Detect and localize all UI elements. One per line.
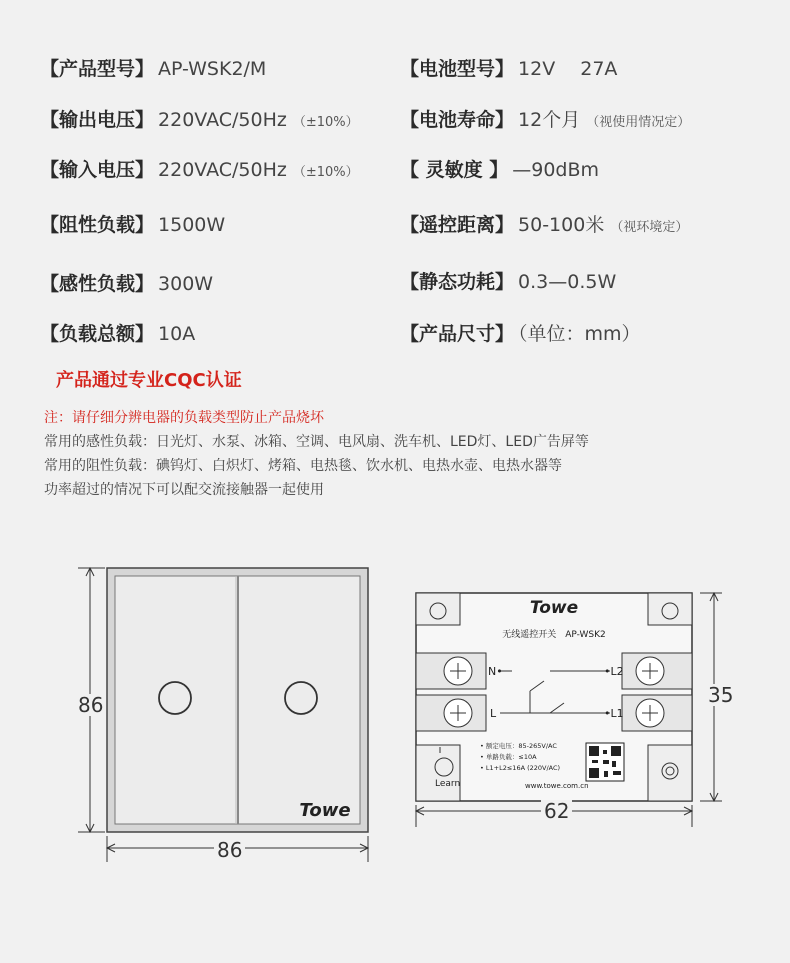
spec-note: （±10%） — [292, 115, 359, 130]
terminal-l-label: L — [490, 707, 497, 720]
certification-note: 产品通过专业CQC认证 — [56, 370, 242, 391]
spec-resistive-load — [40, 213, 225, 237]
module-drawing — [400, 585, 740, 835]
module-brand-logo: Towe — [529, 598, 579, 618]
spec-battery-model — [400, 57, 617, 81]
spec-product-model — [40, 57, 266, 81]
spec-value: 220VAC/50Hz — [158, 159, 287, 181]
spec-key: 【 灵敏度 】 — [400, 159, 509, 181]
spec-input-voltage — [40, 158, 359, 185]
spec-key: 【感性负载】 — [40, 273, 155, 295]
module-height-label: 35 — [705, 684, 736, 706]
module-website: www.towe.com.cn — [525, 782, 589, 790]
spec-total-load — [40, 322, 195, 346]
terminal-l2-label: •L2 — [604, 665, 624, 678]
qr-code-icon — [586, 743, 624, 781]
spec-value: —90dBm — [512, 159, 600, 181]
rating-line-1: • 额定电压：85-265V/AC — [480, 742, 557, 750]
spec-value: 300W — [158, 273, 214, 295]
spec-key: 【阻性负载】 — [40, 214, 155, 236]
warning-note: 注：请仔细分辨电器的负载类型防止产品烧坏 — [44, 410, 324, 426]
rating-line-2: • 单路负载：≤10A — [480, 753, 537, 761]
spec-key: 【遥控距离】 — [400, 214, 515, 236]
spec-key: 【输入电压】 — [40, 159, 155, 181]
resistive-load-note: 常用的阻性负载：碘钨灯、白炽灯、烤箱、电热毯、饮水机、电热水壶、电热水器等 — [44, 458, 562, 474]
spec-battery-life — [400, 108, 690, 135]
spec-value: （单位：mm） — [518, 323, 641, 345]
panel-drawing — [60, 560, 390, 870]
spec-value: 12V 27A — [518, 58, 618, 80]
spec-key: 【负载总额】 — [40, 323, 155, 345]
spec-key: 【电池型号】 — [400, 58, 515, 80]
spec-note: （视环境定） — [610, 220, 689, 235]
spec-key: 【输出电压】 — [40, 109, 155, 131]
spec-sensitivity — [400, 158, 599, 182]
panel-brand-logo: Towe — [299, 800, 351, 821]
inductive-load-note: 常用的感性负载：日光灯、水泵、冰箱、空调、电风扇、洗车机、LED灯、LED广告屏等 — [44, 434, 589, 450]
spec-static-power — [400, 270, 616, 294]
contactor-note: 功率超过的情况下可以配交流接触器一起使用 — [44, 482, 324, 498]
module-width-label: 62 — [541, 800, 572, 822]
terminal-n-label: N• — [488, 665, 503, 678]
panel-width-label: 86 — [214, 839, 245, 861]
spec-note: （±10%） — [292, 165, 359, 180]
spec-value: 1500W — [158, 214, 226, 236]
spec-value: 10A — [158, 323, 196, 345]
spec-value: AP-WSK2/M — [158, 58, 267, 80]
spec-key: 【产品型号】 — [40, 58, 155, 80]
spec-remote-distance — [400, 213, 688, 240]
learn-label: Learn — [435, 779, 461, 789]
spec-key: 【产品尺寸】 — [400, 323, 515, 345]
module-title: 无线遥控开关 AP-WSK2 — [502, 630, 606, 640]
spec-value: 0.3—0.5W — [518, 271, 617, 293]
spec-output-voltage — [40, 108, 359, 135]
panel-height-label: 86 — [75, 694, 106, 716]
spec-value: 220VAC/50Hz — [158, 109, 287, 131]
spec-value: 50-100米 — [518, 214, 605, 236]
rating-line-3: • L1+L2≤16A (220V/AC) — [480, 764, 561, 772]
spec-key: 【电池寿命】 — [400, 109, 515, 131]
spec-product-size — [400, 322, 641, 346]
spec-inductive-load — [40, 272, 213, 296]
terminal-l1-label: •L1 — [604, 707, 624, 720]
spec-note: （视使用情况定） — [586, 115, 691, 130]
spec-key: 【静态功耗】 — [400, 271, 515, 293]
spec-value: 12个月 — [518, 109, 581, 131]
